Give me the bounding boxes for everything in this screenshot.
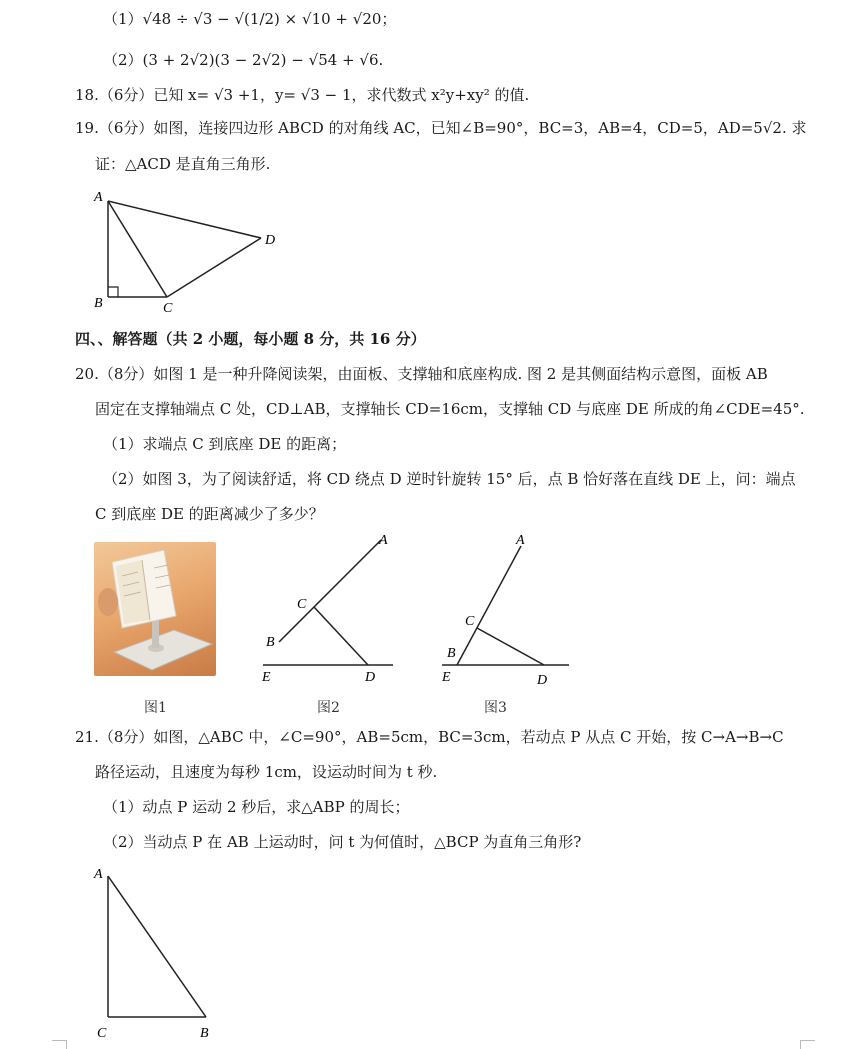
fig3-label-e: E (442, 670, 451, 685)
q20-line2: 固定在支撑轴端点 C 处，CD⊥AB，支撑轴长 CD=16cm，支撑轴 CD 与底座 DE 所成的角∠CDE=45°. (95, 400, 805, 418)
section-heading: 四、、解答题（共 2 小题，每小题 8 分，共 16 分） (75, 330, 426, 348)
fig2-caption: 图2 (317, 700, 340, 716)
fig2-label-c: C (297, 597, 307, 612)
fig2-label-d: D (365, 670, 376, 685)
q21-sub2: （2）当动点 P 在 AB 上运动时，问 t 为何值时，△BCP 为直角三角形? (103, 833, 582, 851)
q21-label-c: C (97, 1026, 107, 1041)
q21-line2: 路径运动，且速度为每秒 1cm，设运动时间为 t 秒. (95, 763, 438, 781)
fig3-label-b: B (447, 646, 456, 661)
q21-line1: 21.（8分）如图，△ABC 中，∠C=90°，AB=5cm，BC=3cm，若动点 P 从点 C 开始，按 C→A→B→C (75, 728, 784, 746)
q20-sub1: （1）求端点 C 到底座 DE 的距离； (103, 435, 347, 453)
q20-line1: 20.（8分）如图 1 是一种升降阅读架，由面板、支撑轴和底座构成. 图 2 是其侧面结构示意图，面板 AB (75, 365, 768, 383)
q19-label-c: C (163, 301, 173, 316)
reading-stand-photo (94, 542, 216, 676)
q21-label-b: B (200, 1026, 209, 1041)
q20-sub2b: C 到底座 DE 的距离减少了多少？ (95, 505, 324, 523)
fig3-label-a: A (516, 533, 525, 548)
fig2-label-e: E (262, 670, 271, 685)
fig1-caption: 图1 (144, 700, 167, 716)
fig3-caption: 图3 (484, 700, 507, 716)
q19-figure (85, 184, 285, 316)
q20-figure3 (437, 528, 577, 688)
q21-figure (88, 862, 228, 1048)
q20-sub2a: （2）如图 3，为了阅读舒适，将 CD 绕点 D 逆时针旋转 15° 后，点 B 恰好落在直线 DE 上，问：端点 (103, 470, 796, 488)
fig3-label-d: D (537, 673, 548, 688)
fig3-label-c: C (465, 614, 475, 629)
q19-label-d: D (265, 233, 276, 248)
q18-text: 18.（6分）已知 x= √3 +1，y= √3 − 1，求代数式 x²y+xy² 的值. (75, 86, 530, 104)
q19-line1: 19.（6分）如图，连接四边形 ABCD 的对角线 AC，已知∠B=90°，BC=3，AB=4，CD=5，AD=5√2. 求 (75, 119, 807, 137)
q19-label-a: A (94, 190, 103, 205)
q19-line2: 证：△ACD 是直角三角形. (95, 155, 271, 173)
q21-sub1: （1）动点 P 运动 2 秒后，求△ABP 的周长； (103, 798, 410, 816)
q19-label-b: B (94, 296, 103, 311)
fig2-label-b: B (266, 635, 275, 650)
q20-figure2 (255, 528, 405, 688)
q17-part2: （2）(3 + 2√2)(3 − 2√2) − √54 + √6. (103, 51, 384, 69)
q17-part1: （1）√48 ÷ √3 − √(1/2) × √10 + √20； (103, 10, 397, 28)
fig2-label-a: A (379, 533, 388, 548)
q21-label-a: A (94, 867, 103, 882)
